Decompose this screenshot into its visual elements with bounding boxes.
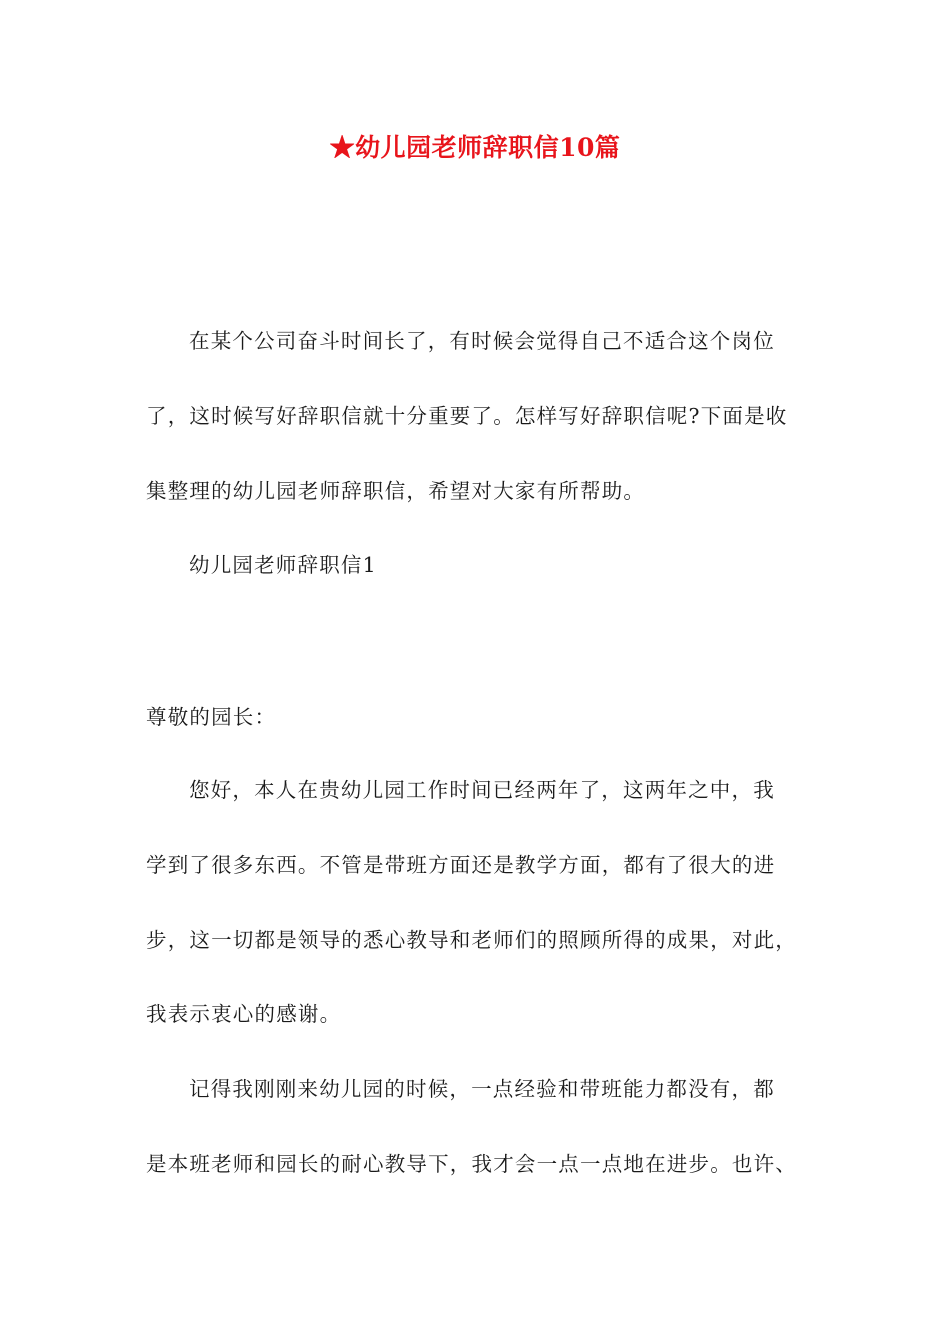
paragraph-line: 记得我刚刚来幼儿园的时候，一点经验和带班能力都没有，都 [189,1077,775,1101]
paragraph-line: 我表示衷心的感谢。 [146,1002,342,1026]
paragraph-line: 是本班老师和园长的耐心教导下，我才会一点一点地在进步。也许、 [146,1152,797,1176]
paragraph-line: 您好，本人在贵幼儿园工作时间已经两年了，这两年之中，我 [189,778,775,802]
salutation: 尊敬的园长： [146,705,277,729]
document-title: ★幼儿园老师辞职信10篇 [329,133,621,162]
paragraph-line: 集整理的幼儿园老师辞职信，希望对大家有所帮助。 [146,479,646,503]
paragraph-line: 步，这一切都是领导的悉心教导和老师们的照顾所得的成果，对此， [146,928,797,952]
paragraph-line: 学到了很多东西。不管是带班方面还是教学方面，都有了很大的进 [146,853,776,877]
paragraph-line: 了，这时候写好辞职信就十分重要了。怎样写好辞职信呢?下面是收 [146,404,788,428]
paragraph-line: 在某个公司奋斗时间长了，有时候会觉得自己不适合这个岗位 [189,329,775,353]
section-heading: 幼儿园老师辞职信1 [189,553,377,577]
